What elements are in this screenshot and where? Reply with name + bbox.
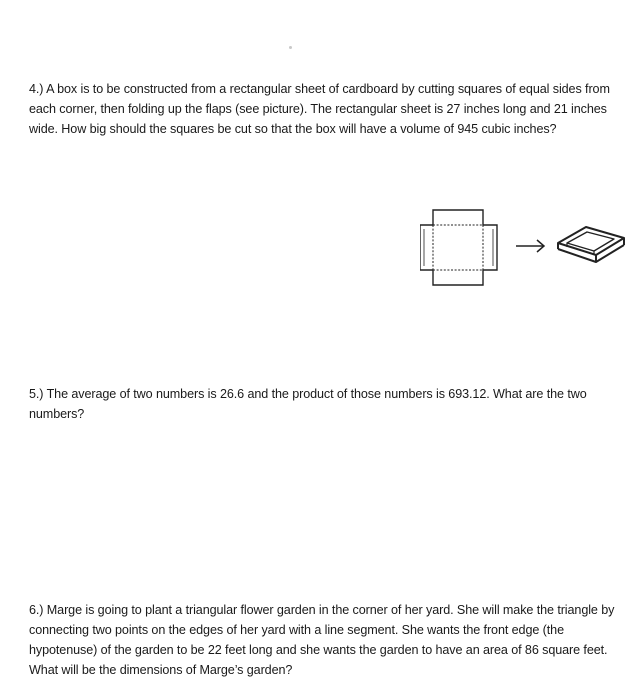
problem-5-text: 5.) The average of two numbers is 26.6 and the product of those numbers is 693.12. What are the two numbers? — [29, 387, 587, 421]
cardboard-sheet-with-cut-corners-icon — [420, 210, 497, 285]
box-construction-diagram — [420, 205, 633, 290]
problem-4-text: 4.) A box is to be constructed from a rectangular sheet of cardboard by cutting squares of equal sides from each corner, then folding up the flaps (see picture). The rectangular sheet is 27 inches long and 21 inches wide. How big should the squares be cut so that the box will have a volume of 945 cubic inches? — [29, 82, 610, 136]
scan-speck — [289, 46, 292, 49]
problem-6-text: 6.) Marge is going to plant a triangular flower garden in the corner of her yard. She will make the triangle by connecting two points on the edges of her yard with a line segment. She wants the front edge (the hypotenuse) of the garden to be 22 feet long and she wants the garden to have an area of 86 square feet. What will be the dimensions of Marge’s garden? — [29, 603, 615, 677]
right-arrow-icon — [516, 240, 544, 252]
folded-open-box-icon — [558, 227, 624, 262]
